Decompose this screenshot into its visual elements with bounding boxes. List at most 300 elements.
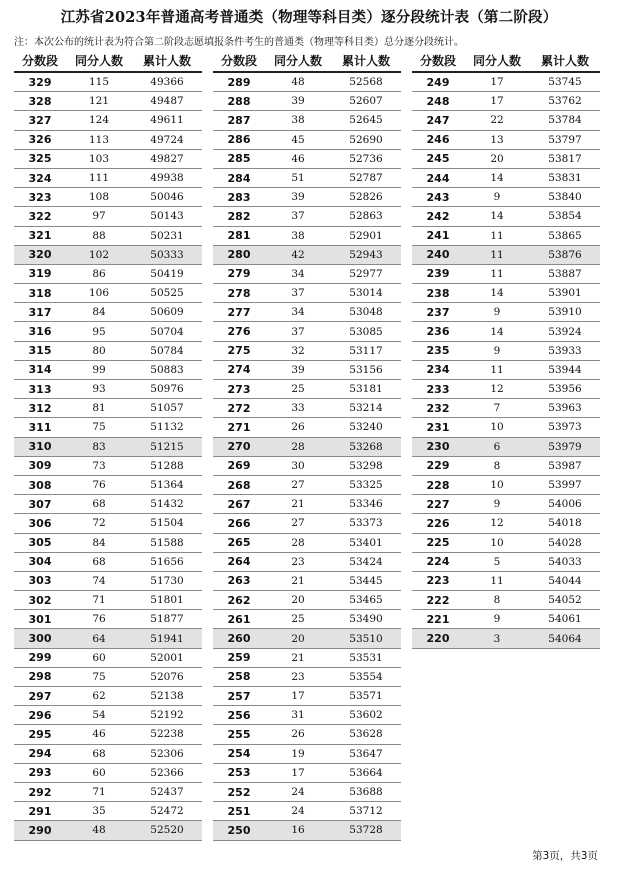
score-cell: 308 bbox=[14, 475, 66, 494]
same-count-cell: 38 bbox=[265, 111, 331, 130]
score-cell: 267 bbox=[213, 495, 265, 514]
score-cell: 277 bbox=[213, 303, 265, 322]
same-count-cell: 23 bbox=[265, 667, 331, 686]
cumulative-cell: 50784 bbox=[132, 341, 202, 360]
table-row bbox=[14, 226, 202, 245]
score-cell: 242 bbox=[412, 207, 464, 226]
cumulative-cell: 53214 bbox=[331, 399, 401, 418]
same-count-cell: 76 bbox=[66, 610, 132, 629]
table-row bbox=[213, 725, 401, 744]
table-row bbox=[14, 821, 202, 840]
cumulative-cell: 53854 bbox=[530, 207, 600, 226]
cumulative-cell: 52901 bbox=[331, 226, 401, 245]
cumulative-cell: 53997 bbox=[530, 475, 600, 494]
same-count-cell: 48 bbox=[265, 72, 331, 92]
cumulative-cell: 53014 bbox=[331, 284, 401, 303]
score-cell: 297 bbox=[14, 687, 66, 706]
score-cell: 272 bbox=[213, 399, 265, 418]
cumulative-cell: 52306 bbox=[132, 744, 202, 763]
same-count-cell: 37 bbox=[265, 284, 331, 303]
cumulative-cell: 53987 bbox=[530, 456, 600, 475]
table-row bbox=[213, 284, 401, 303]
header-same-count: 同分人数 bbox=[265, 50, 331, 72]
score-cell: 284 bbox=[213, 168, 265, 187]
score-cell: 227 bbox=[412, 495, 464, 514]
same-count-cell: 33 bbox=[265, 399, 331, 418]
table-row bbox=[412, 341, 600, 360]
same-count-cell: 51 bbox=[265, 168, 331, 187]
same-count-cell: 75 bbox=[66, 667, 132, 686]
same-count-cell: 39 bbox=[265, 92, 331, 111]
table-row bbox=[412, 149, 600, 168]
table-row bbox=[14, 341, 202, 360]
cumulative-cell: 53979 bbox=[530, 437, 600, 456]
cumulative-cell: 53181 bbox=[331, 380, 401, 399]
same-count-cell: 81 bbox=[66, 399, 132, 418]
score-cell: 234 bbox=[412, 360, 464, 379]
table-row bbox=[14, 380, 202, 399]
same-count-cell: 60 bbox=[66, 763, 132, 782]
cumulative-cell: 52138 bbox=[132, 687, 202, 706]
table-row bbox=[213, 207, 401, 226]
table-row bbox=[14, 245, 202, 264]
score-table-column-2 bbox=[213, 50, 401, 841]
cumulative-cell: 54006 bbox=[530, 495, 600, 514]
score-cell: 327 bbox=[14, 111, 66, 130]
score-cell: 326 bbox=[14, 130, 66, 149]
same-count-cell: 64 bbox=[66, 629, 132, 648]
cumulative-cell: 53712 bbox=[331, 802, 401, 821]
score-cell: 241 bbox=[412, 226, 464, 245]
table-row bbox=[14, 687, 202, 706]
table-row bbox=[412, 226, 600, 245]
table-row bbox=[412, 207, 600, 226]
score-cell: 311 bbox=[14, 418, 66, 437]
table-row bbox=[213, 341, 401, 360]
same-count-cell: 19 bbox=[265, 744, 331, 763]
same-count-cell: 71 bbox=[66, 591, 132, 610]
cumulative-cell: 52076 bbox=[132, 667, 202, 686]
same-count-cell: 68 bbox=[66, 744, 132, 763]
same-count-cell: 11 bbox=[464, 245, 530, 264]
score-cell: 220 bbox=[412, 629, 464, 648]
score-cell: 306 bbox=[14, 514, 66, 533]
score-cell: 246 bbox=[412, 130, 464, 149]
score-cell: 250 bbox=[213, 821, 265, 840]
same-count-cell: 102 bbox=[66, 245, 132, 264]
table-row bbox=[213, 322, 401, 341]
cumulative-cell: 53933 bbox=[530, 341, 600, 360]
table-row bbox=[412, 591, 600, 610]
score-cell: 233 bbox=[412, 380, 464, 399]
same-count-cell: 11 bbox=[464, 571, 530, 590]
score-cell: 314 bbox=[14, 360, 66, 379]
score-cell: 245 bbox=[412, 149, 464, 168]
score-cell: 280 bbox=[213, 245, 265, 264]
score-cell: 258 bbox=[213, 667, 265, 686]
score-cell: 230 bbox=[412, 437, 464, 456]
header-cumulative: 累计人数 bbox=[331, 50, 401, 72]
same-count-cell: 45 bbox=[265, 130, 331, 149]
cumulative-cell: 54061 bbox=[530, 610, 600, 629]
cumulative-cell: 54064 bbox=[530, 629, 600, 648]
score-cell: 235 bbox=[412, 341, 464, 360]
table-row bbox=[412, 284, 600, 303]
same-count-cell: 14 bbox=[464, 207, 530, 226]
table-row bbox=[412, 72, 600, 92]
cumulative-cell: 52607 bbox=[331, 92, 401, 111]
same-count-cell: 17 bbox=[464, 92, 530, 111]
same-count-cell: 27 bbox=[265, 514, 331, 533]
table-header-row bbox=[412, 50, 600, 72]
score-cell: 226 bbox=[412, 514, 464, 533]
cumulative-cell: 53797 bbox=[530, 130, 600, 149]
same-count-cell: 9 bbox=[464, 341, 530, 360]
table-row bbox=[412, 552, 600, 571]
same-count-cell: 37 bbox=[265, 322, 331, 341]
same-count-cell: 95 bbox=[66, 322, 132, 341]
table-row bbox=[14, 571, 202, 590]
same-count-cell: 12 bbox=[464, 514, 530, 533]
table-row bbox=[213, 226, 401, 245]
cumulative-cell: 51588 bbox=[132, 533, 202, 552]
table-row bbox=[14, 802, 202, 821]
cumulative-cell: 53117 bbox=[331, 341, 401, 360]
same-count-cell: 72 bbox=[66, 514, 132, 533]
cumulative-cell: 52192 bbox=[132, 706, 202, 725]
same-count-cell: 31 bbox=[265, 706, 331, 725]
cumulative-cell: 51057 bbox=[132, 399, 202, 418]
cumulative-cell: 52520 bbox=[132, 821, 202, 840]
table-row bbox=[213, 188, 401, 207]
same-count-cell: 9 bbox=[464, 495, 530, 514]
same-count-cell: 115 bbox=[66, 72, 132, 92]
same-count-cell: 14 bbox=[464, 322, 530, 341]
score-cell: 293 bbox=[14, 763, 66, 782]
score-cell: 323 bbox=[14, 188, 66, 207]
same-count-cell: 34 bbox=[265, 264, 331, 283]
table-row bbox=[14, 591, 202, 610]
score-cell: 296 bbox=[14, 706, 66, 725]
table-row bbox=[412, 360, 600, 379]
cumulative-cell: 50231 bbox=[132, 226, 202, 245]
score-cell: 239 bbox=[412, 264, 464, 283]
table-row bbox=[14, 552, 202, 571]
same-count-cell: 24 bbox=[265, 802, 331, 821]
score-cell: 236 bbox=[412, 322, 464, 341]
cumulative-cell: 52977 bbox=[331, 264, 401, 283]
table-row bbox=[213, 149, 401, 168]
same-count-cell: 21 bbox=[265, 648, 331, 667]
table-row bbox=[412, 264, 600, 283]
score-cell: 223 bbox=[412, 571, 464, 590]
same-count-cell: 17 bbox=[464, 72, 530, 92]
score-cell: 262 bbox=[213, 591, 265, 610]
score-cell: 298 bbox=[14, 667, 66, 686]
same-count-cell: 11 bbox=[464, 264, 530, 283]
cumulative-cell: 53401 bbox=[331, 533, 401, 552]
cumulative-cell: 53944 bbox=[530, 360, 600, 379]
table-row bbox=[412, 514, 600, 533]
table-row bbox=[412, 533, 600, 552]
score-cell: 222 bbox=[412, 591, 464, 610]
header-score: 分数段 bbox=[213, 50, 265, 72]
same-count-cell: 32 bbox=[265, 341, 331, 360]
cumulative-cell: 53817 bbox=[530, 149, 600, 168]
cumulative-cell: 53424 bbox=[331, 552, 401, 571]
table-row bbox=[213, 456, 401, 475]
cumulative-cell: 51730 bbox=[132, 571, 202, 590]
same-count-cell: 27 bbox=[265, 475, 331, 494]
table-row bbox=[213, 303, 401, 322]
score-cell: 273 bbox=[213, 380, 265, 399]
cumulative-cell: 53910 bbox=[530, 303, 600, 322]
table-row bbox=[412, 495, 600, 514]
cumulative-cell: 52943 bbox=[331, 245, 401, 264]
same-count-cell: 23 bbox=[265, 552, 331, 571]
score-table-column-1 bbox=[14, 50, 202, 841]
score-cell: 249 bbox=[412, 72, 464, 92]
same-count-cell: 80 bbox=[66, 341, 132, 360]
table-row bbox=[412, 629, 600, 648]
same-count-cell: 5 bbox=[464, 552, 530, 571]
table-row bbox=[14, 264, 202, 283]
same-count-cell: 75 bbox=[66, 418, 132, 437]
header-score: 分数段 bbox=[14, 50, 66, 72]
table-row bbox=[412, 322, 600, 341]
score-cell: 238 bbox=[412, 284, 464, 303]
table-header-row bbox=[213, 50, 401, 72]
same-count-cell: 17 bbox=[265, 687, 331, 706]
cumulative-cell: 51288 bbox=[132, 456, 202, 475]
same-count-cell: 17 bbox=[265, 763, 331, 782]
table-row bbox=[213, 437, 401, 456]
table-row bbox=[412, 130, 600, 149]
table-row bbox=[213, 667, 401, 686]
score-cell: 263 bbox=[213, 571, 265, 590]
cumulative-cell: 53346 bbox=[331, 495, 401, 514]
cumulative-cell: 53240 bbox=[331, 418, 401, 437]
score-cell: 329 bbox=[14, 72, 66, 92]
score-cell: 307 bbox=[14, 495, 66, 514]
score-cell: 240 bbox=[412, 245, 464, 264]
same-count-cell: 88 bbox=[66, 226, 132, 245]
table-row bbox=[14, 72, 202, 92]
table-row bbox=[213, 380, 401, 399]
table-row bbox=[412, 380, 600, 399]
score-cell: 304 bbox=[14, 552, 66, 571]
score-cell: 269 bbox=[213, 456, 265, 475]
cumulative-cell: 51504 bbox=[132, 514, 202, 533]
same-count-cell: 93 bbox=[66, 380, 132, 399]
same-count-cell: 8 bbox=[464, 591, 530, 610]
same-count-cell: 20 bbox=[265, 629, 331, 648]
cumulative-cell: 53728 bbox=[331, 821, 401, 840]
header-same-count: 同分人数 bbox=[66, 50, 132, 72]
same-count-cell: 60 bbox=[66, 648, 132, 667]
table-row bbox=[14, 648, 202, 667]
table-row bbox=[14, 207, 202, 226]
score-cell: 244 bbox=[412, 168, 464, 187]
score-cell: 274 bbox=[213, 360, 265, 379]
cumulative-cell: 50525 bbox=[132, 284, 202, 303]
table-row bbox=[14, 706, 202, 725]
score-cell: 276 bbox=[213, 322, 265, 341]
score-cell: 283 bbox=[213, 188, 265, 207]
same-count-cell: 14 bbox=[464, 284, 530, 303]
cumulative-cell: 52690 bbox=[331, 130, 401, 149]
score-cell: 301 bbox=[14, 610, 66, 629]
same-count-cell: 68 bbox=[66, 495, 132, 514]
score-cell: 303 bbox=[14, 571, 66, 590]
same-count-cell: 74 bbox=[66, 571, 132, 590]
table-row bbox=[213, 475, 401, 494]
score-cell: 247 bbox=[412, 111, 464, 130]
cumulative-cell: 52472 bbox=[132, 802, 202, 821]
score-cell: 310 bbox=[14, 437, 66, 456]
same-count-cell: 86 bbox=[66, 264, 132, 283]
cumulative-cell: 50609 bbox=[132, 303, 202, 322]
cumulative-cell: 52736 bbox=[331, 149, 401, 168]
cumulative-cell: 53628 bbox=[331, 725, 401, 744]
table-row bbox=[14, 456, 202, 475]
score-cell: 264 bbox=[213, 552, 265, 571]
cumulative-cell: 54028 bbox=[530, 533, 600, 552]
same-count-cell: 38 bbox=[265, 226, 331, 245]
table-row bbox=[213, 533, 401, 552]
table-row bbox=[213, 399, 401, 418]
same-count-cell: 22 bbox=[464, 111, 530, 130]
same-count-cell: 21 bbox=[265, 571, 331, 590]
cumulative-cell: 53490 bbox=[331, 610, 401, 629]
same-count-cell: 9 bbox=[464, 188, 530, 207]
table-row bbox=[213, 514, 401, 533]
table-row bbox=[14, 303, 202, 322]
same-count-cell: 25 bbox=[265, 610, 331, 629]
score-table-column-3 bbox=[412, 50, 600, 649]
score-cell: 287 bbox=[213, 111, 265, 130]
cumulative-cell: 54018 bbox=[530, 514, 600, 533]
score-cell: 328 bbox=[14, 92, 66, 111]
score-cell: 271 bbox=[213, 418, 265, 437]
same-count-cell: 30 bbox=[265, 456, 331, 475]
cumulative-cell: 53688 bbox=[331, 782, 401, 801]
same-count-cell: 28 bbox=[265, 533, 331, 552]
cumulative-cell: 51801 bbox=[132, 591, 202, 610]
table-row bbox=[412, 399, 600, 418]
table-row bbox=[14, 475, 202, 494]
table-header-row bbox=[14, 50, 202, 72]
score-cell: 237 bbox=[412, 303, 464, 322]
score-cell: 320 bbox=[14, 245, 66, 264]
same-count-cell: 73 bbox=[66, 456, 132, 475]
score-cell: 312 bbox=[14, 399, 66, 418]
score-cell: 253 bbox=[213, 763, 265, 782]
score-cell: 322 bbox=[14, 207, 66, 226]
cumulative-cell: 49611 bbox=[132, 111, 202, 130]
score-cell: 291 bbox=[14, 802, 66, 821]
score-cell: 228 bbox=[412, 475, 464, 494]
same-count-cell: 97 bbox=[66, 207, 132, 226]
table-row bbox=[14, 322, 202, 341]
same-count-cell: 62 bbox=[66, 687, 132, 706]
same-count-cell: 84 bbox=[66, 533, 132, 552]
score-cell: 282 bbox=[213, 207, 265, 226]
table-row bbox=[412, 188, 600, 207]
table-row bbox=[14, 782, 202, 801]
same-count-cell: 46 bbox=[66, 725, 132, 744]
cumulative-cell: 53784 bbox=[530, 111, 600, 130]
table-row bbox=[14, 437, 202, 456]
cumulative-cell: 51656 bbox=[132, 552, 202, 571]
table-row bbox=[213, 706, 401, 725]
score-cell: 317 bbox=[14, 303, 66, 322]
table-row bbox=[14, 130, 202, 149]
table-row bbox=[412, 571, 600, 590]
cumulative-cell: 51877 bbox=[132, 610, 202, 629]
cumulative-cell: 52568 bbox=[331, 72, 401, 92]
table-row bbox=[14, 188, 202, 207]
cumulative-cell: 51364 bbox=[132, 475, 202, 494]
same-count-cell: 28 bbox=[265, 437, 331, 456]
table-row bbox=[213, 495, 401, 514]
same-count-cell: 71 bbox=[66, 782, 132, 801]
score-cell: 275 bbox=[213, 341, 265, 360]
score-cell: 286 bbox=[213, 130, 265, 149]
score-cell: 319 bbox=[14, 264, 66, 283]
score-cell: 254 bbox=[213, 744, 265, 763]
score-cell: 289 bbox=[213, 72, 265, 92]
same-count-cell: 99 bbox=[66, 360, 132, 379]
score-cell: 232 bbox=[412, 399, 464, 418]
same-count-cell: 13 bbox=[464, 130, 530, 149]
score-cell: 281 bbox=[213, 226, 265, 245]
cumulative-cell: 53840 bbox=[530, 188, 600, 207]
score-cell: 292 bbox=[14, 782, 66, 801]
same-count-cell: 76 bbox=[66, 475, 132, 494]
score-cell: 270 bbox=[213, 437, 265, 456]
table-row bbox=[14, 111, 202, 130]
cumulative-cell: 53956 bbox=[530, 380, 600, 399]
cumulative-cell: 54033 bbox=[530, 552, 600, 571]
cumulative-cell: 53048 bbox=[331, 303, 401, 322]
same-count-cell: 39 bbox=[265, 188, 331, 207]
cumulative-cell: 53973 bbox=[530, 418, 600, 437]
header-cumulative: 累计人数 bbox=[530, 50, 600, 72]
score-cell: 290 bbox=[14, 821, 66, 840]
table-row bbox=[412, 245, 600, 264]
same-count-cell: 111 bbox=[66, 168, 132, 187]
table-row bbox=[213, 782, 401, 801]
same-count-cell: 113 bbox=[66, 130, 132, 149]
cumulative-cell: 49827 bbox=[132, 149, 202, 168]
table-row bbox=[14, 725, 202, 744]
same-count-cell: 11 bbox=[464, 226, 530, 245]
same-count-cell: 24 bbox=[265, 782, 331, 801]
cumulative-cell: 51941 bbox=[132, 629, 202, 648]
cumulative-cell: 53445 bbox=[331, 571, 401, 590]
cumulative-cell: 53554 bbox=[331, 667, 401, 686]
table-row bbox=[14, 399, 202, 418]
same-count-cell: 103 bbox=[66, 149, 132, 168]
table-row bbox=[14, 744, 202, 763]
same-count-cell: 68 bbox=[66, 552, 132, 571]
same-count-cell: 26 bbox=[265, 725, 331, 744]
same-count-cell: 48 bbox=[66, 821, 132, 840]
header-cumulative: 累计人数 bbox=[132, 50, 202, 72]
score-cell: 256 bbox=[213, 706, 265, 725]
table-row bbox=[412, 437, 600, 456]
